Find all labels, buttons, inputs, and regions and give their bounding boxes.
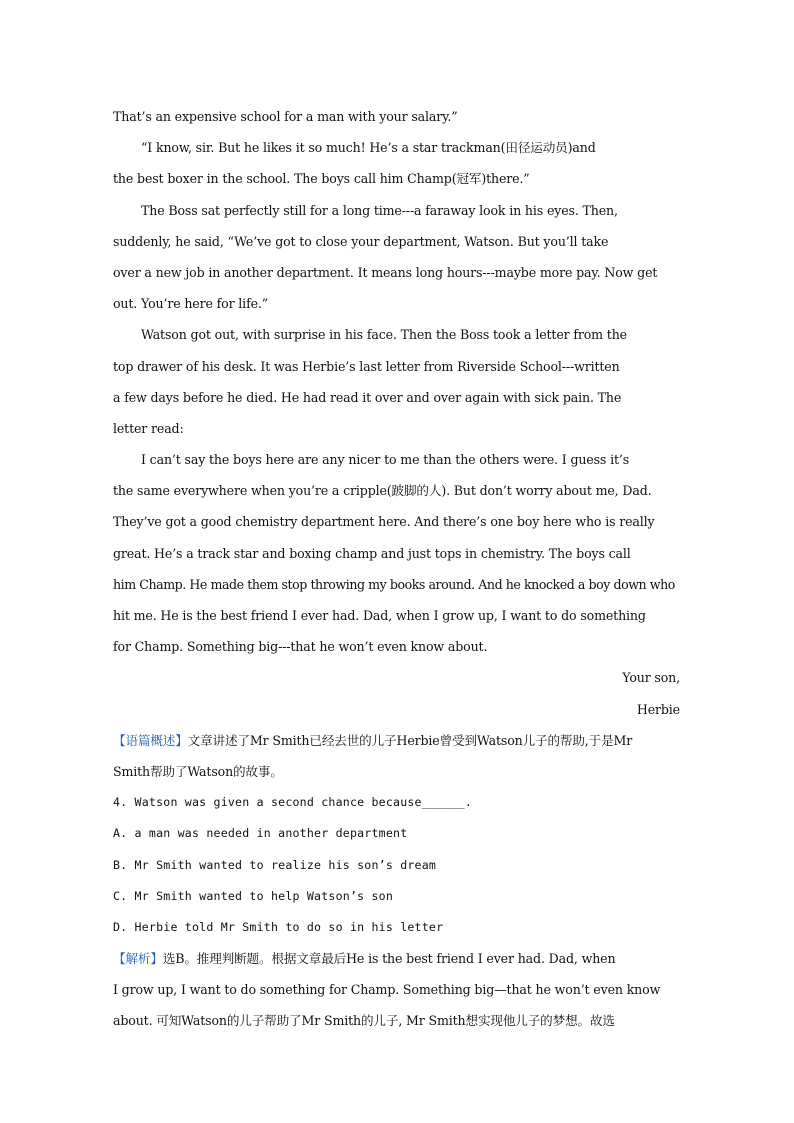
passage-line: the best boxer in the school. The boys call him Champ(冠军)there.”: [113, 171, 530, 187]
passage-line: over a new job in another department. It means long hours---maybe more pay. Now get: [113, 264, 658, 280]
analysis-text: 选B。推理判断题。根据文章最后He is the best friend I ever had. Dad, when: [162, 951, 616, 967]
analysis-paragraph: [113, 943, 680, 974]
passage-line: top drawer of his desk. It was Herbie’s last letter from Riverside School---written: [113, 358, 620, 374]
passage-line: a few days before he died. He had read it over and over again with sick pain. The: [113, 389, 622, 405]
letter-line: They’ve got a good chemistry department here. And there’s one boy here who is really: [113, 514, 655, 530]
passage-line: The Boss sat perfectly still for a long time---a faraway look in his eyes. Then,: [141, 202, 618, 218]
passage-line: letter read:: [113, 420, 184, 436]
summary-tag: 【语篇概述】: [113, 732, 188, 748]
letter-signature: Herbie: [636, 701, 680, 717]
analysis-tag: 【解析】: [113, 951, 163, 967]
passage-line: That’s an expensive school for a man with your salary.”: [113, 109, 458, 124]
passage-line: “I know, sir. But he likes it so much! He’s a star trackman(田径运动员)and: [141, 140, 596, 156]
passage-line: suddenly, he said, “We’ve got to close your department, Watson. But you’ll take: [113, 233, 609, 249]
passage-line: Watson got out, with surprise in his face. Then the Boss took a letter from the: [141, 327, 627, 343]
analysis-text-continued: I grow up, I want to do something for Champ. Something big—that he won’t even know: [113, 982, 661, 998]
letter-signoff: Your son,: [622, 670, 680, 686]
option-c: C. Mr Smith wanted to help Watson’s son: [113, 888, 394, 903]
letter-line: for Champ. Something big---that he won’t even know about.: [113, 639, 488, 655]
option-a: A. a man was needed in another department: [113, 826, 408, 841]
letter-line: I can’t say the boys here are any nicer to me than the others were. I guess it’s: [141, 452, 630, 468]
letter-line: great. He’s a track star and boxing champ and just tops in chemistry. The boys call: [113, 545, 631, 561]
letter-line: the same everywhere when you’re a cripple(跛脚的人). But don’t worry about me, Dad.: [113, 483, 652, 499]
passage-line: out. You’re here for life.”: [113, 296, 269, 312]
letter-line: him Champ. He made them stop throwing my books around. And he knocked a boy down who: [113, 576, 675, 592]
page-content: [113, 101, 680, 1037]
summary-text: 文章讲述了Mr Smith已经去世的儿子Herbie曾受到Watson儿子的帮助,于是Mr: [187, 732, 633, 748]
option-d: D. Herbie told Mr Smith to do so in his letter: [113, 919, 444, 934]
letter-line: hit me. He is the best friend I ever had. Dad, when I grow up, I want to do something: [113, 608, 646, 623]
question-stem: 4. Watson was given a second chance because______.: [113, 795, 473, 810]
option-b: B. Mr Smith wanted to realize his son’s dream: [113, 857, 437, 872]
summary-paragraph: [113, 725, 680, 756]
summary-text-continued: Smith帮助了Watson的故事。: [113, 763, 283, 779]
analysis-text-continued: about. 可知Watson的儿子帮助了Mr Smith的儿子, Mr Smith想实现他儿子的梦想。故选: [113, 1013, 615, 1029]
